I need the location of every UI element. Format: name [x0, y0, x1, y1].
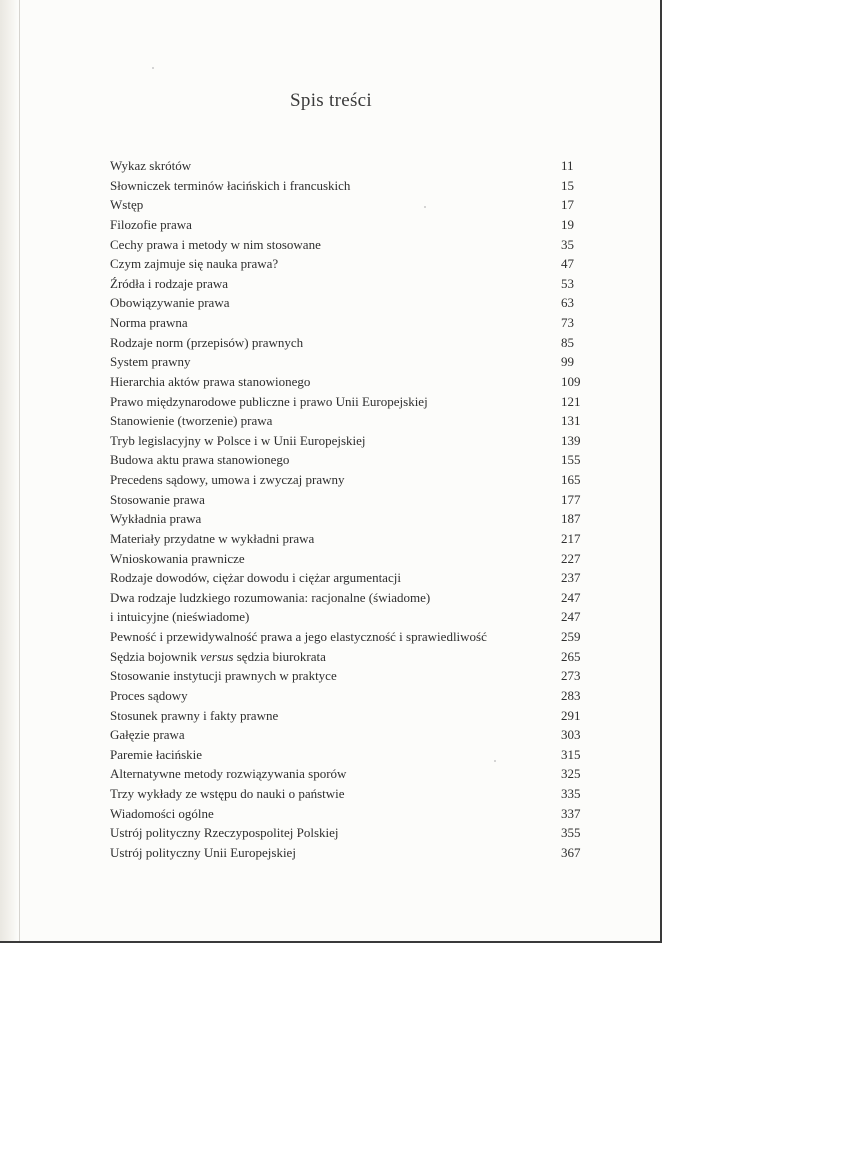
toc-entry-page: 259: [561, 629, 581, 644]
toc-entry-title-part: sędzia biurokrata: [233, 648, 326, 664]
toc-entry: [110, 764, 586, 784]
toc-entry: [110, 666, 586, 686]
toc-entry-title: Wykaz skrótów: [110, 158, 192, 173]
toc-entry: [110, 254, 586, 274]
toc-entry: [110, 490, 586, 510]
toc-entry-page: 73: [561, 315, 574, 330]
toc-entry-title: Stosunek prawny i fakty prawne: [110, 707, 279, 723]
toc-entry-page: 273: [561, 668, 581, 684]
toc-entry-title: Gałęzie prawa: [110, 727, 185, 743]
toc-entry-title: Proces sądowy: [110, 687, 188, 703]
toc-entry-title: Słowniczek terminów łacińskich i francuskich: [110, 177, 351, 193]
toc-entry: [110, 686, 586, 706]
toc-entry-page: 247: [561, 589, 581, 605]
toc-entry-title: Wykładnia prawa: [110, 511, 202, 527]
toc-entry-title: Ustrój polityczny Unii Europejskiej: [110, 844, 296, 860]
toc-entry-page: 99: [561, 354, 574, 370]
toc-entry: [110, 411, 586, 431]
toc-entry: [110, 372, 586, 392]
toc-entry-title: Wstęp: [110, 197, 144, 213]
toc-entry-title: i intuicyjne (nieświadome): [110, 609, 250, 625]
toc-entry-page: 237: [561, 570, 581, 586]
toc-entry-title-emphasis: versus: [200, 648, 234, 664]
toc-entry-page: 155: [561, 452, 581, 468]
toc-entry-title: Stosowanie instytucji prawnych w praktyce: [110, 668, 337, 684]
toc-entry: [110, 352, 586, 372]
toc-entry-title: Alternatywne metody rozwiązywania sporów: [110, 766, 347, 782]
toc-entry: [110, 293, 586, 313]
toc-entry-title: Rodzaje dowodów, ciężar dowodu i ciężar argumentacji: [110, 570, 401, 586]
toc-entry: [110, 843, 586, 863]
toc-entry-page: 139: [561, 432, 581, 448]
page-gutter-line: [19, 0, 20, 941]
toc-entry-title: Budowa aktu prawa stanowionego: [110, 452, 290, 468]
toc-entry-page: 15: [561, 177, 574, 193]
toc-entry: [110, 804, 586, 824]
toc-entry-title: Tryb legislacyjny w Polsce i w Unii Europejskiej: [110, 432, 366, 448]
toc-entry-title: Stanowienie (tworzenie) prawa: [110, 413, 273, 429]
toc-entry-page: 165: [561, 472, 581, 487]
toc-entry: [110, 235, 586, 255]
toc-entry-page: 47: [561, 256, 574, 272]
toc-entry-page: 337: [561, 805, 581, 821]
toc-entry-title: Obowiązywanie prawa: [110, 295, 230, 311]
toc-entry-title: Ustrój polityczny Rzeczypospolitej Polskiej: [110, 825, 339, 841]
toc-entry-page: 53: [561, 275, 574, 291]
toc-entry-page: 335: [561, 786, 581, 801]
toc-entry: [110, 156, 586, 176]
toc-entry: [110, 215, 586, 235]
toc-entry: [110, 274, 586, 294]
toc-entry: [110, 509, 586, 529]
toc-entry: [110, 568, 586, 588]
toc-entry-page: 187: [561, 511, 581, 527]
toc-entry: [110, 588, 586, 608]
toc-entry-title: Filozofie prawa: [110, 216, 192, 232]
toc-entry-page: 315: [561, 746, 581, 762]
toc-entry: [110, 706, 586, 726]
toc-entry: [110, 450, 586, 470]
toc-entry-title: Wnioskowania prawnicze: [110, 550, 245, 566]
toc-entry-page: 17: [561, 197, 574, 213]
toc-entry-page: 303: [561, 727, 581, 743]
toc-entry-page: 367: [561, 844, 581, 860]
toc-entry-title: Czym zajmuje się nauka prawa?: [110, 256, 279, 272]
toc-entry-title: Pewność i przewidywalność prawa a jego elastyczność i sprawiedliwość: [110, 629, 487, 644]
toc-entry-title: [110, 647, 326, 667]
toc-entry-page: 217: [561, 530, 581, 546]
toc-entry-title: Prawo międzynarodowe publiczne i prawo Unii Europejskiej: [110, 393, 428, 409]
toc-entry-title: System prawny: [110, 354, 191, 370]
toc-entry-page: 85: [561, 334, 574, 350]
toc-entry-page: 19: [561, 216, 574, 232]
toc-entry-title: Trzy wykłady ze wstępu do nauki o państwie: [110, 786, 345, 801]
toc-entry: [110, 647, 586, 667]
toc-entry-page: 291: [561, 707, 581, 723]
toc-entry-page: 247: [561, 609, 581, 625]
page-gutter-shadow: [0, 0, 18, 941]
toc-entry-title: Dwa rodzaje ludzkiego rozumowania: racjonalne (świadome): [110, 589, 431, 605]
toc-entry: [110, 745, 586, 765]
toc-entry: [110, 470, 586, 490]
toc-entry-page: 227: [561, 550, 581, 566]
toc-entry-page: 109: [561, 373, 581, 389]
toc-entry-title: Materiały przydatne w wykładni prawa: [110, 530, 315, 546]
scan-speck: [152, 67, 154, 69]
toc-entry: [110, 607, 586, 627]
toc-entry: [110, 333, 586, 353]
toc-entry-page: 177: [561, 491, 581, 507]
toc-entry-page: 355: [561, 825, 581, 841]
toc-entry-title: Wiadomości ogólne: [110, 805, 214, 821]
toc-entry: [110, 176, 586, 196]
toc-entry-title: Stosowanie prawa: [110, 491, 205, 507]
toc-entry: [110, 784, 586, 804]
toc-entry: [110, 313, 586, 333]
toc-entry: [110, 195, 586, 215]
toc-entry-title: Norma prawna: [110, 315, 188, 330]
toc-entry-page: 131: [561, 413, 581, 429]
toc-entry-page: 35: [561, 236, 574, 252]
toc-entry-title: Rodzaje norm (przepisów) prawnych: [110, 334, 304, 350]
toc-entry-page: 283: [561, 687, 581, 703]
toc-entry-page: 63: [561, 295, 574, 311]
toc-entry-title: Paremie łacińskie: [110, 746, 203, 762]
toc-entry-page: 265: [561, 648, 581, 664]
toc-entry: [110, 431, 586, 451]
toc-entry-page: 325: [561, 766, 581, 782]
toc-entry: [110, 529, 586, 549]
toc-entry-title: Hierarchia aktów prawa stanowionego: [110, 373, 311, 389]
toc-entry-page: 121: [561, 393, 581, 409]
toc-entry: [110, 725, 586, 745]
table-of-contents: [110, 156, 586, 863]
toc-entry-title: Precedens sądowy, umowa i zwyczaj prawny: [110, 472, 345, 487]
toc-entry: [110, 823, 586, 843]
toc-entry-title-part: Sędzia bojownik: [110, 648, 201, 664]
page-title: Spis treści: [290, 90, 372, 111]
toc-entry-page: 11: [561, 158, 574, 173]
toc-entry-title: Cechy prawa i metody w nim stosowane: [110, 236, 321, 252]
toc-entry-title: Źródła i rodzaje prawa: [110, 275, 229, 291]
toc-entry: [110, 627, 586, 647]
toc-entry: [110, 549, 586, 569]
toc-entry: [110, 392, 586, 412]
